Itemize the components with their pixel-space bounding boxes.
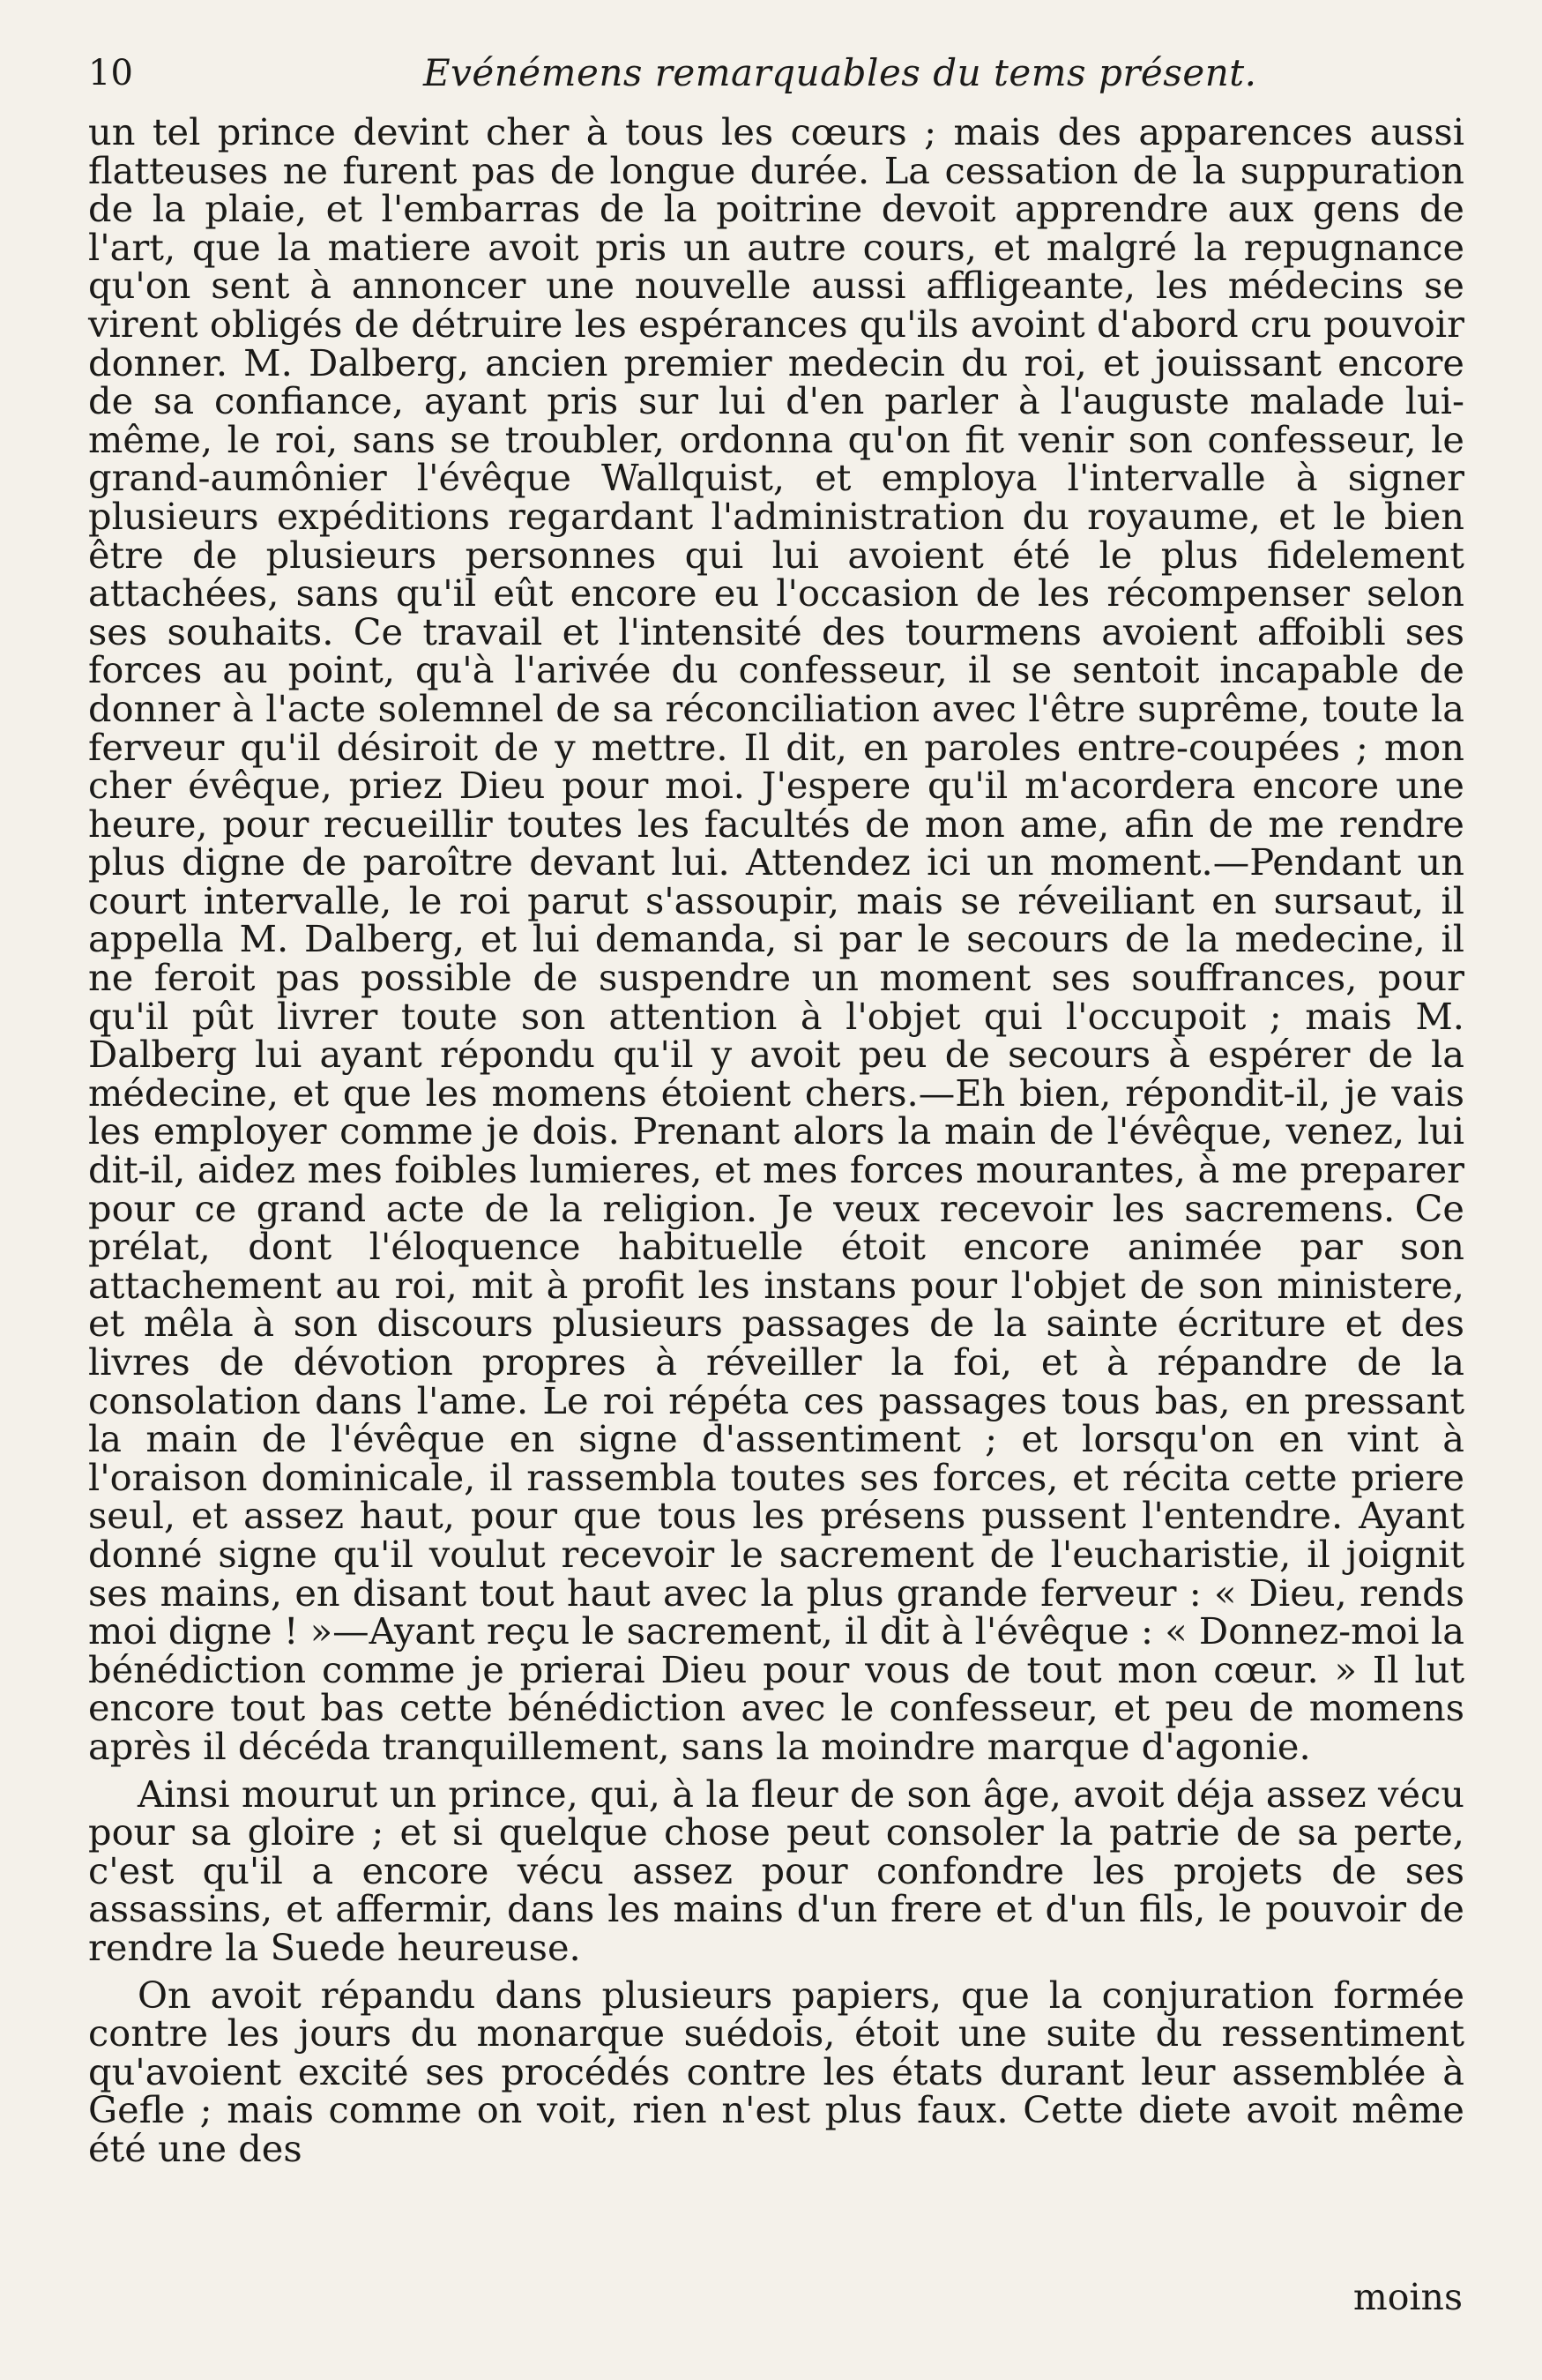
page-header: [88, 46, 1464, 108]
page-number: 10: [88, 53, 133, 93]
body-text: [88, 110, 1464, 2170]
catchword: moins: [1352, 2276, 1463, 2318]
paragraph: un tel prince devint cher à tous les cœurs ; mais des apparences aussi flatteuses ne furent pas de longue durée. La cessation de la suppuration de la plaie, et l'embarras de la poitrine devoit apprendre aux gens de l'art, que la matiere avoit pris un autre cours, et malgré la repugnance qu'on sent à annoncer une nouvelle aussi affligeante, les médecins se virent obligés de détruire les espérances qu'ils avoint d'abord cru pouvoir donner. M. Dalberg, ancien premier medecin du roi, et jouissant encore de sa confiance, ayant pris sur lui d'en parler à l'auguste malade lui-même, le roi, sans se troubler, ordonna qu'on fit venir son confesseur, le grand-aumônier l'évêque Wallquist, et employa l'intervalle à signer plusieurs expéditions regardant l'administration du royaume, et le bien être de plusieurs personnes qui lui avoient été le plus fidelement attachées, sans qu'il eût encore eu l'occasion de les récompenser selon ses souhaits. Ce travail et l'intensité des tourmens avoient affoibli ses forces au point, qu'à l'arivée du confesseur, il se sentoit incapable de donner à l'acte solemnel de sa réconciliation avec l'être suprême, toute la ferveur qu'il désiroit de y mettre. Il dit, en paroles entre-coupées ; mon cher évêque, priez Dieu pour moi. J'espere qu'il m'acordera encore une heure, pour recueillir toutes les facultés de mon ame, afin de me rendre plus digne de paroître devant lui. Attendez ici un moment.—Pendant un court intervalle, le roi parut s'assoupir, mais se réveiliant en sursaut, il appella M. Dalberg, et lui demanda, si par le secours de la medecine, il ne feroit pas possible de suspendre un moment ses souffrances, pour qu'il pût livrer toute son attention à l'objet qui l'occupoit ; mais M. Dalberg lui ayant répondu qu'il y avoit peu de secours à espérer de la médecine, et que les momens étoient chers.—Eh bien, répondit-il, je vais les employer comme je dois. Prenant alors la main de l'évêque, venez, lui dit-il, aidez mes foibles lumieres, et mes forces mourantes, à me preparer pour ce grand acte de la religion. Je veux recevoir les sacremens. Ce prélat, dont l'éloquence habituelle étoit encore animée par son attachement au roi, mit à profit les instans pour l'objet de son ministere, et mêla à son discours plusieurs passages de la sainte écriture et des livres de dévotion propres à réveiller la foi, et à répandre de la consolation dans l'ame. Le roi répéta ces passages tous bas, en pressant la main de l'évêque en signe d'assentiment ; et lorsqu'on en vint à l'oraison dominicale, il rassembla toutes ses forces, et récita cette priere seul, et assez haut, pour que tous les présens pussent l'entendre. Ayant donné signe qu'il voulut recevoir le sacrement de l'eucharistie, il joignit ses mains, en disant tout haut avec la plus grande ferveur : « Dieu, rends moi digne ! »—Ayant reçu le sacrement, il dit à l'évêque : « Donnez-moi la bénédiction comme je prierai Dieu pour vous de tout mon cœur. » Il lut encore tout bas cette bénédiction avec le confesseur, et peu de momens après il décéda tranquillement, sans la moindre marque d'agonie.: [88, 110, 1464, 1768]
running-title: Evénémens remarquables du tems présent.: [423, 51, 1257, 94]
paragraph: On avoit répandu dans plusieurs papiers, que la conjuration formée contre les jours du monarque suédois, étoit une suite du ressentiment qu'avoient excité ses procédés contre les états durant leur assemblée à Gefle ; mais comme on voit, rien n'est plus faux. Cette diete avoit même été une des: [88, 1973, 1464, 2170]
paragraph: Ainsi mourut un prince, qui, à la fleur de son âge, avoit déja assez vécu pour sa gloire ; et si quelque chose peut consoler la patrie de sa perte, c'est qu'il a encore vécu assez pour confondre les projets de ses assassins, et affermir, dans les mains d'un frere et d'un fils, le pouvoir de rendre la Suede heureuse.: [88, 1772, 1464, 1969]
